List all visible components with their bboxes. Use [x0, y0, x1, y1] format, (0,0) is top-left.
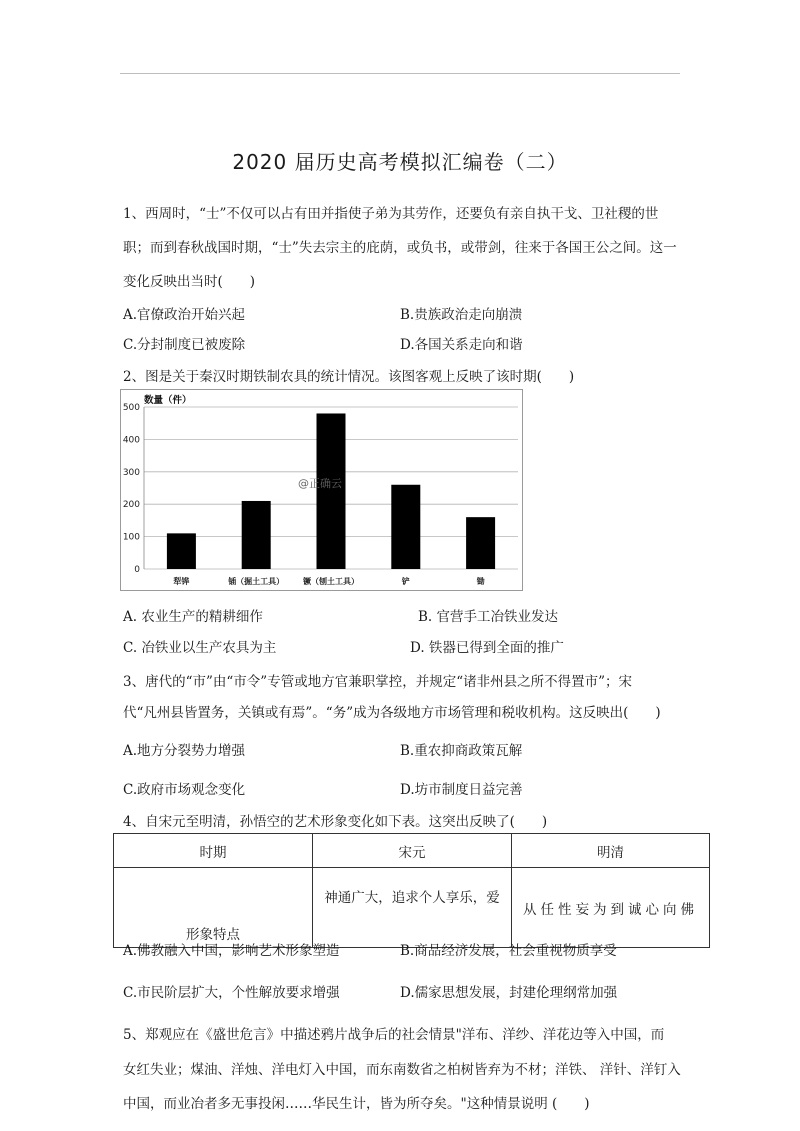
page-title: 2020 届历史高考模拟汇编卷（二） — [232, 150, 568, 174]
y-tick-label: 200 — [122, 500, 140, 511]
q1-line-3: 变化反映出当时( ) — [123, 274, 256, 290]
x-tick-label: 犁铧 — [173, 577, 190, 586]
q1-line-1: 1、西周时，“士”不仅可以占有田并指使子弟为其劳作，还要负有亲自执干戈、卫社稷的世 — [123, 206, 659, 222]
q3-option-c: C.政府市场观念变化 — [123, 782, 246, 798]
y-tick-label: 400 — [122, 435, 140, 446]
header-rule — [120, 73, 680, 74]
q2-option-c: C. 冶铁业以生产农具为主 — [123, 640, 277, 656]
x-tick-label: 铲 — [401, 577, 410, 586]
q1-option-c: C.分封制度已被废除 — [123, 337, 246, 353]
x-tick-label: 镢（刨土工具） — [303, 577, 359, 586]
q2-option-a: A. 农业生产的精耕细作 — [123, 609, 263, 625]
q5-line-2: 女红失业；煤油、洋烛、洋电灯入中国，而东南数省之柏树皆弃为不材；洋铁、 洋针、洋钉入 — [123, 1062, 681, 1078]
x-tick-label: 锄 — [476, 577, 485, 586]
bar — [317, 413, 346, 569]
q2-option-b: B. 官营手工冶铁业发达 — [418, 609, 559, 625]
q1-option-b: B.贵族政治走向崩溃 — [400, 307, 523, 323]
iron-tools-bar-chart — [120, 389, 523, 591]
bar — [391, 485, 420, 569]
q3-option-d: D.坊市制度日益完善 — [400, 782, 523, 798]
table-cell-song-yuan: 神通广大，追求个人享乐，爱 — [313, 868, 512, 948]
x-tick-label: 锸（掘土工具） — [228, 577, 285, 586]
table-header-song-yuan: 宋元 — [313, 834, 512, 868]
q2-option-d: D. 铁器已得到全面的推广 — [410, 640, 564, 656]
y-tick-label: 500 — [122, 403, 140, 413]
q5-line-1: 5、郑观应在《盛世危言》中描述鸦片战争后的社会情景"洋布、洋纱、洋花边等入中国，而 — [123, 1027, 665, 1043]
q4-option-d: D.儒家思想发展，封建伦理纲常加强 — [400, 985, 618, 1001]
sun-wukong-table — [113, 833, 710, 948]
watermark: @正确云 — [298, 477, 342, 490]
bar — [167, 533, 196, 569]
q2-line: 2、图是关于秦汉时期铁制农具的统计情况。该图客观上反映了该时期( ) — [123, 369, 575, 385]
y-tick-label: 0 — [134, 565, 140, 575]
q4-line: 4、自宋元至明清，孙悟空的艺术形象变化如下表。这突出反映了( ) — [123, 814, 548, 830]
q3-line-2: 代“凡州县皆置务，关镇或有焉”。“务”成为各级地方市场管理和税收机构。这反映出( ) — [123, 705, 661, 721]
q5-line-3: 中国，而业冶者多无事投闲……华民生计，皆为所夺矣。"这种情景说明 ( ) — [123, 1096, 590, 1112]
q3-line-1: 3、唐代的“市”由“市令”专管或地方官兼职掌控，并规定“诸非州县之所不得置市”；宋 — [123, 674, 632, 690]
y-tick-label: 100 — [122, 532, 140, 543]
bar — [242, 501, 271, 569]
q4-option-b: B.商品经济发展，社会重视物质享受 — [400, 943, 617, 959]
table-header-period: 时期 — [114, 834, 313, 868]
q1-option-a: A.官僚政治开始兴起 — [123, 307, 246, 323]
q3-option-a: A.地方分裂势力增强 — [123, 743, 246, 759]
table-header-ming-qing: 明清 — [512, 834, 710, 868]
q4-option-c: C.市民阶层扩大，个性解放要求增强 — [123, 985, 340, 1001]
q1-option-d: D.各国关系走向和谐 — [400, 337, 523, 353]
bar — [466, 517, 495, 569]
y-axis-label: 数量（件） — [144, 395, 192, 406]
q4-option-a: A.佛教融入中国，影响艺术形象塑造 — [123, 943, 340, 959]
q1-line-2: 职；而到春秋战国时期，“士”失去宗主的庇荫，或负书，或带剑，往来于各国王公之间。这一 — [123, 240, 677, 256]
table-cell-ming-qing: 从任性妄为到诚心向佛 — [512, 868, 710, 948]
table-row-label: 形象特点 — [114, 868, 313, 948]
y-tick-label: 300 — [122, 467, 140, 478]
q3-option-b: B.重农抑商政策瓦解 — [400, 743, 523, 759]
